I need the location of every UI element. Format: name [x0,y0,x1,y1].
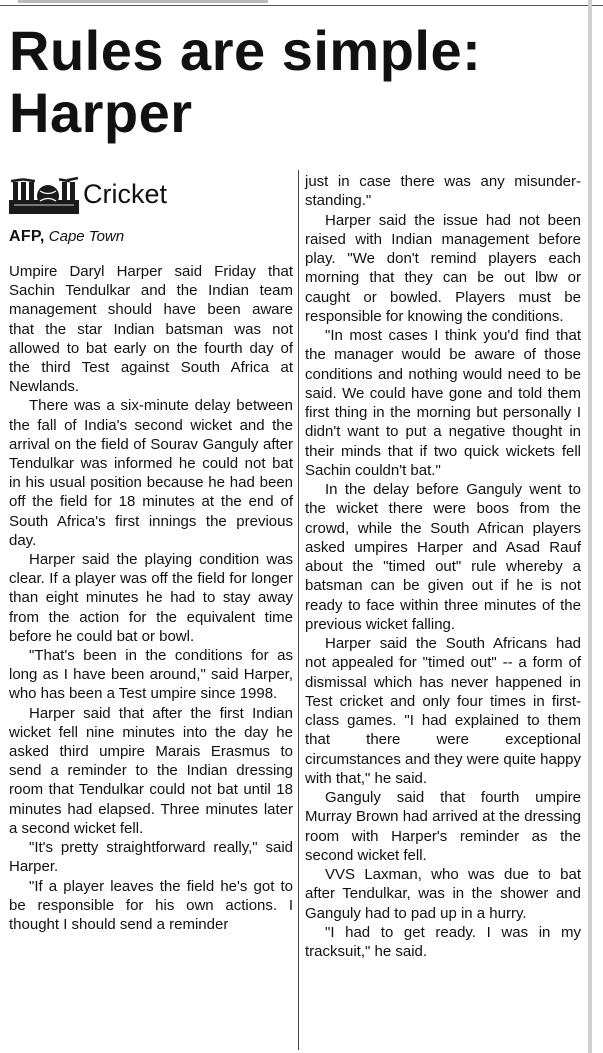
page-edge-strip [588,0,592,1053]
article-paragraph: Harper said that after the first Indian wicket fell nine minutes into the day he asked third umpire Marais Erasmus to send a reminder to the Indian dressing room that Tendulkar could not bat until 18 minutes had elapsed. Three minutes later a second wicket fell. [9,704,293,837]
headline-line-1: Rules are simple: [9,19,482,82]
headline-line-2: Harper [9,81,193,144]
dateline-agency: AFP, [9,228,45,245]
column-divider [298,170,299,1050]
article-paragraph: In the delay before Ganguly went to the wicket there were boos from the crowd, while the South African players asked umpires Harper and Asad Rauf about the "timed out" rule whereby a batsman can be given out if he is not ready to face within three minutes of the previous wicket falling. [305,481,581,633]
dateline [9,228,293,246]
section-tag [9,172,293,216]
cricket-stumps-ball-icon [9,174,79,214]
dateline-place: Cape Town [48,228,125,245]
article-paragraph: "If a player leaves the field he's got to be responsible for his own actions. I thought I should send a reminder [9,877,293,933]
article-paragraph: Ganguly said that fourth umpire Murray Brown had arrived at the dressing room with Harper's reminder as the second wicket fell. [305,789,581,864]
headline [9,20,599,144]
article-column-right [305,172,581,961]
article-paragraph: "It's pretty straightforward really," said Harper. [9,839,293,876]
top-border-stub [18,0,268,3]
article-paragraph: VVS Laxman, who was due to bat after Tendulkar, was in the shower and Ganguly had to pad up in a hurry. [305,866,581,922]
article-column-left [9,172,293,934]
top-border-rule [0,5,603,6]
article-paragraph: "That's been in the conditions for as long as I have been around," said Harper, who has been a Test umpire since 1998. [9,647,293,703]
article-paragraph: Harper said the South Africans had not appealed for "timed out" -- a form of dismissal which has never happened in Test cricket and only four times in first-class games. "I had explained to them that there were exceptional circumstances and they were quite happy with that," he said. [305,635,581,787]
article-paragraph: There was a six-minute delay between the fall of India's second wicket and the arrival on the field of Sourav Ganguly after Tendulkar was informed he could not bat in his usual position because he had been off the field for 18 minutes at the end of South Africa's first innings the previous day. [9,397,293,549]
article-paragraph: Harper said the issue had not been raised with Indian management before play. "We don't remind players each morning that they can be out lbw or caught or bowled. Players must be responsible for knowing the conditions. [305,211,581,325]
section-label: Cricket [83,179,168,209]
article-paragraph: Harper said the playing condition was clear. If a player was off the field for longer than eight minutes he had to stay away from the action for the equivalent time before he could bat or bowl. [9,551,293,645]
article-paragraph: "In most cases I think you'd find that the manager would be aware of those conditions and nothing would need to be said. We could have gone and told them first thing in the morning but personally I didn't want to put a negative thought in their minds that if two quick wickets fell Sachin couldn't bat." [305,327,581,479]
article-paragraph: "I had to get ready. I was in my tracksuit," he said. [305,923,581,960]
article-paragraph: Umpire Daryl Harper said Friday that Sachin Tendulkar and the Indian team management should have been aware that the star Indian batsman was not allowed to bat early on the fourth day of the third Test against South Africa at Newlands. [9,263,293,396]
article-paragraph: just in case there was any misunderstanding." [305,173,581,210]
